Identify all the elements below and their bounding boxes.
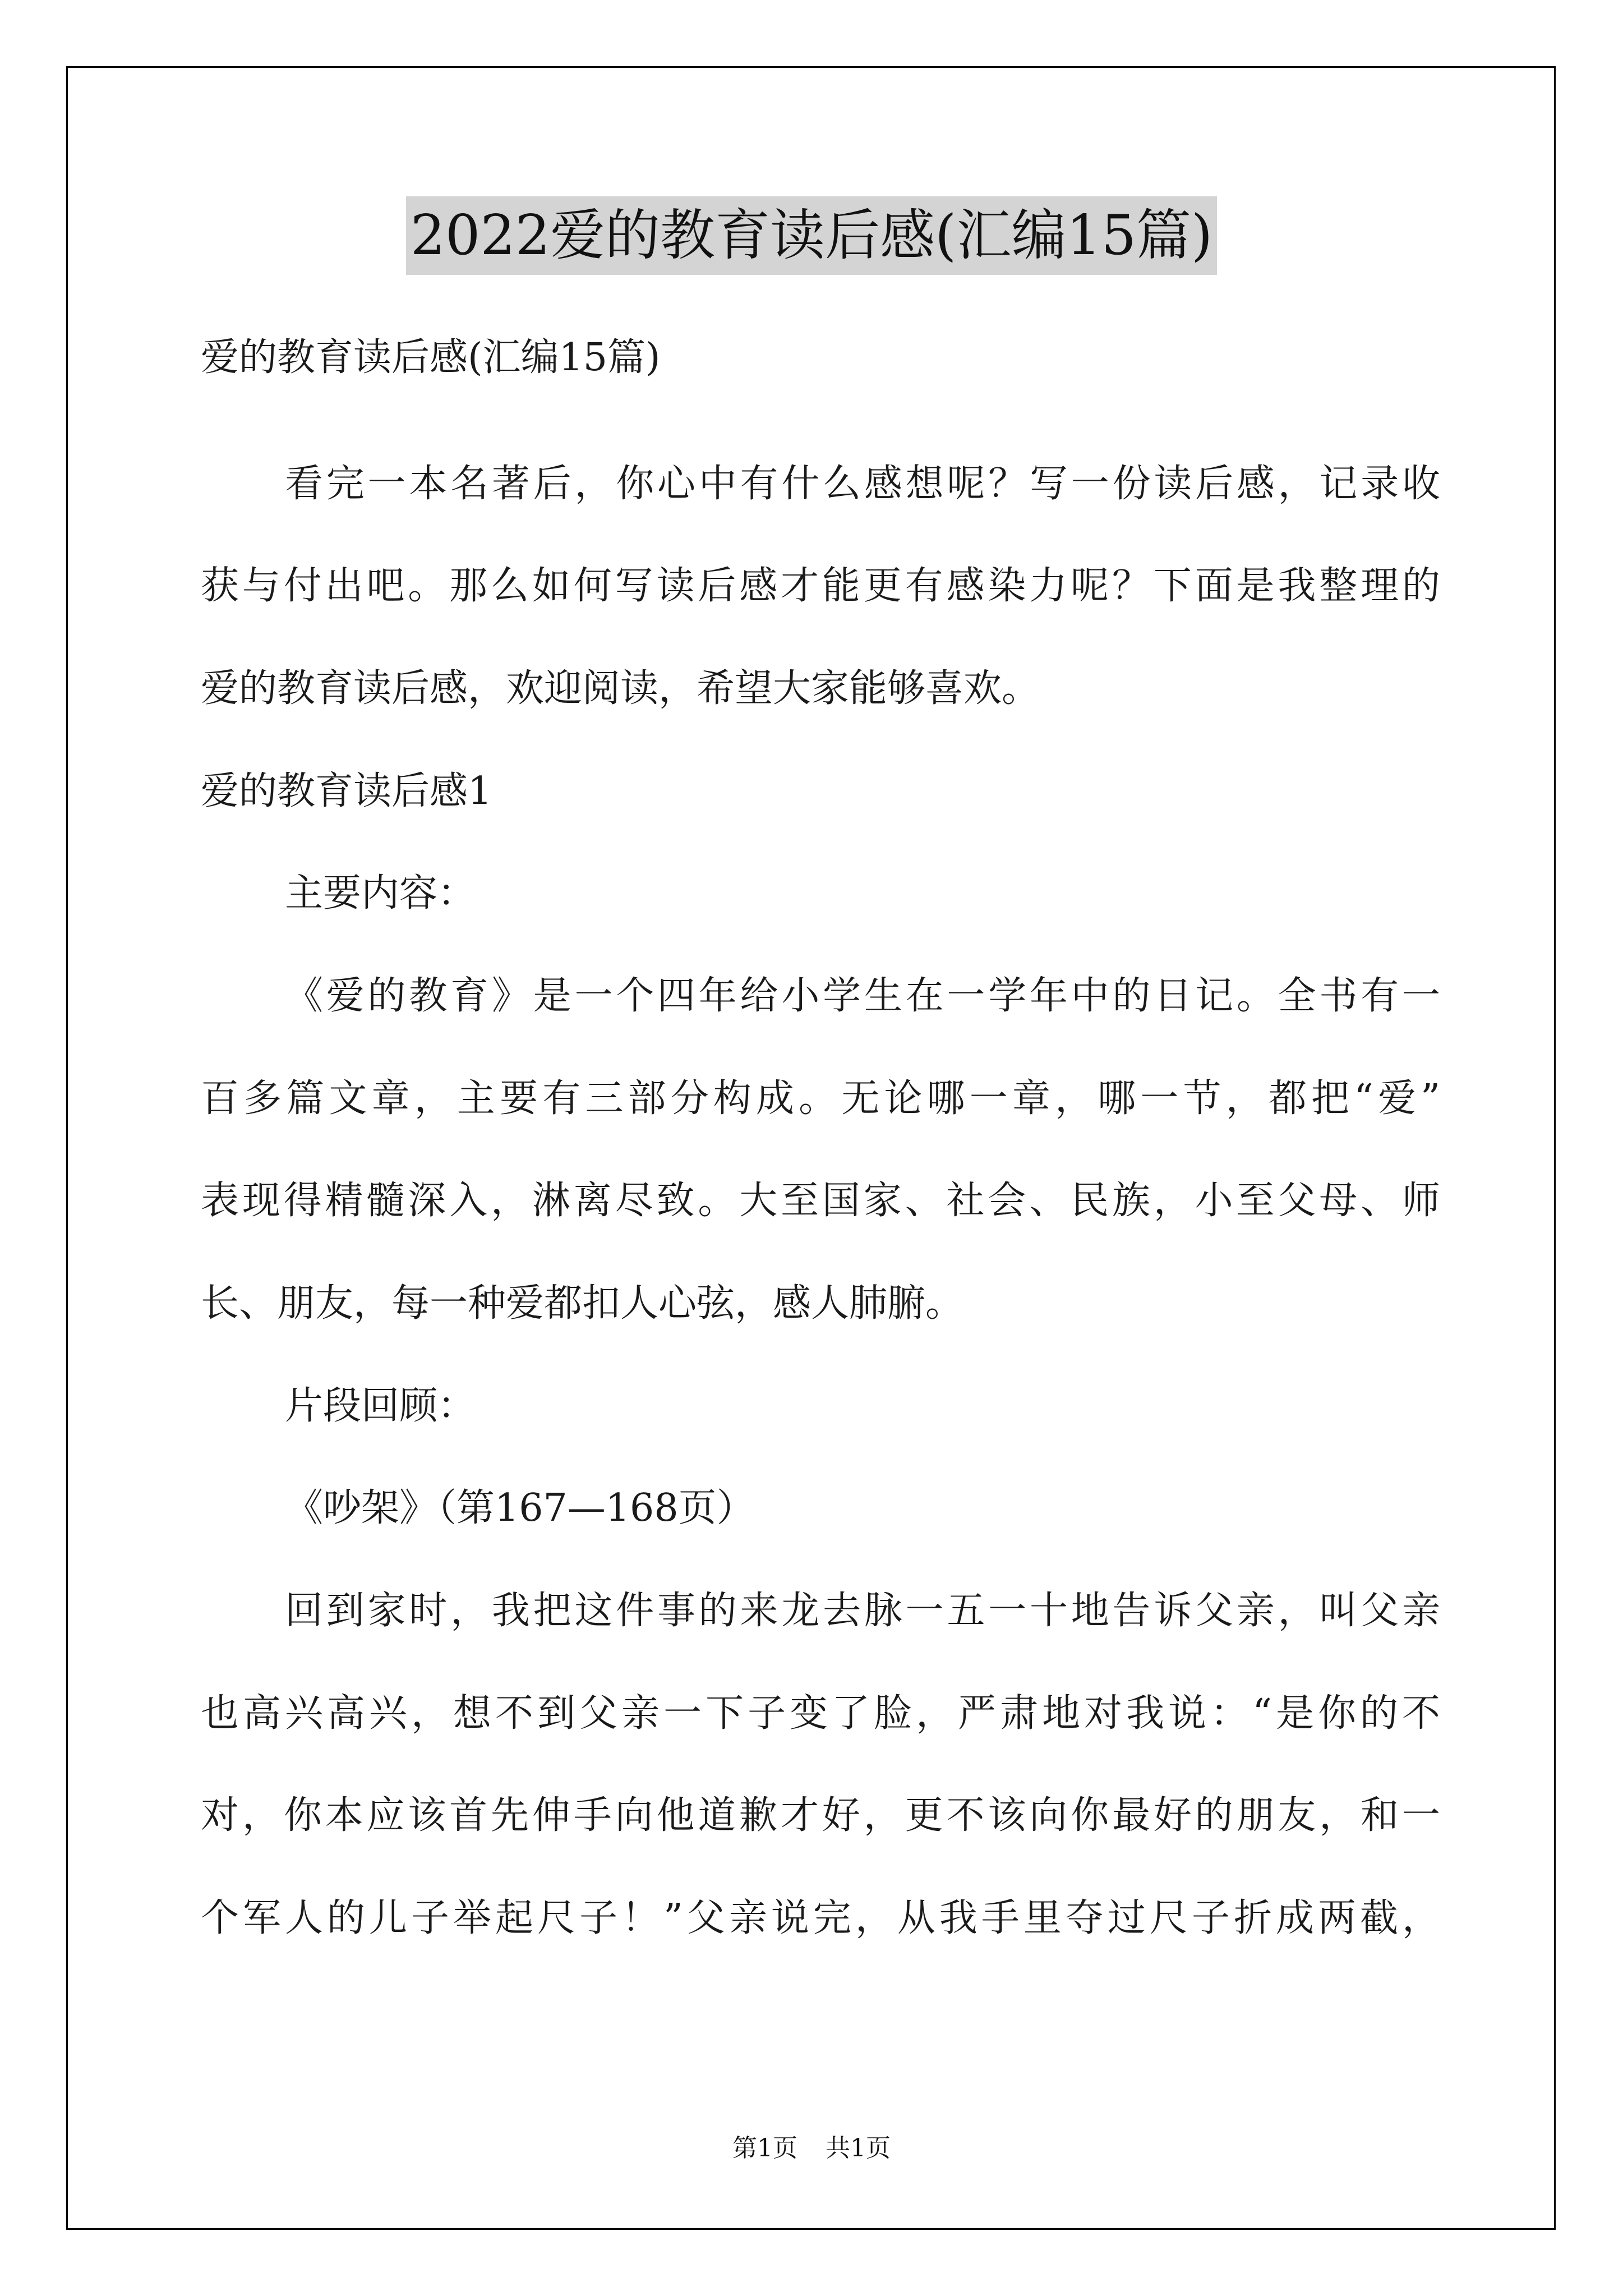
paragraph-line: 获与付出吧。那么如何写读后感才能更有感染力呢？下面是我整理的 <box>201 564 1440 608</box>
paragraph-line: 看完一本名著后，你心中有什么感想呢？写一份读后感，记录收 <box>285 462 1440 506</box>
paragraph-line: 也高兴高兴，想不到父亲一下子变了脸，严肃地对我说：“是你的不 <box>201 1691 1440 1736</box>
page-number: 第1页 <box>732 2134 797 2162</box>
subtitle-line: 爱的教育读后感(汇编15篇) <box>201 335 661 380</box>
paragraph-line: 爱的教育读后感，欢迎阅读，希望大家能够喜欢。 <box>201 666 1040 711</box>
paragraph-line: 个军人的儿子举起尺子！”父亲说完，从我手里夺过尺子折成两截， <box>201 1896 1440 1940</box>
title-container <box>0 196 1623 275</box>
paragraph-line: 回到家时，我把这件事的来龙去脉一五一十地告诉父亲，叫父亲 <box>285 1589 1440 1633</box>
page-total: 共1页 <box>826 2134 891 2162</box>
section-heading: 爱的教育读后感1 <box>201 769 492 813</box>
paragraph-line: 对，你本应该首先伸手向他道歉才好，更不该向你最好的朋友，和一 <box>201 1793 1440 1838</box>
paragraph-line: 表现得精髓深入，淋离尽致。大至国家、社会、民族，小至父母、师 <box>201 1179 1440 1223</box>
paragraph-line: 《吵架》（第167—168页） <box>285 1486 755 1530</box>
document-title: 2022爱的教育读后感(汇编15篇) <box>406 196 1218 275</box>
page-footer <box>0 2132 1623 2165</box>
paragraph-line: 主要内容： <box>285 871 476 915</box>
paragraph-line: 百多篇文章，主要有三部分构成。无论哪一章，哪一节，都把“爱” <box>201 1076 1440 1121</box>
paragraph-line: 《爱的教育》是一个四年给小学生在一学年中的日记。全书有一 <box>285 974 1440 1018</box>
paragraph-line: 片段回顾： <box>285 1384 476 1428</box>
paragraph-line: 长、朋友，每一种爱都扣人心弦，感人肺腑。 <box>201 1281 964 1326</box>
